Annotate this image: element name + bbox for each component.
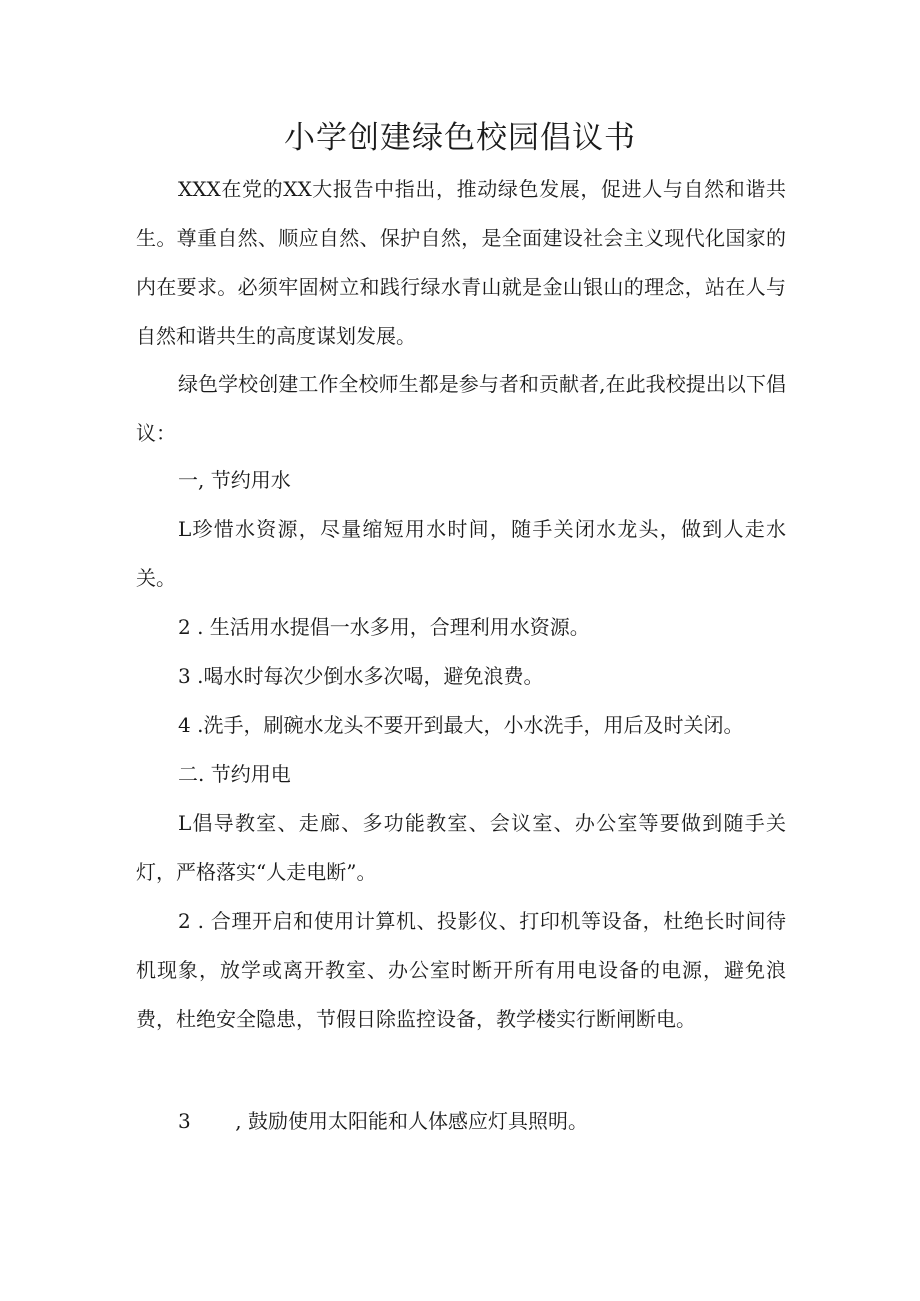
water-item-2: 2 . 生活用水提倡一水多用，合理利用水资源。: [178, 615, 590, 639]
paragraph-intro: XXX在党的XX大报告中指出，推动绿色发展，促进人与自然和谐共生。尊重自然、顺应自然、保护自然，是全面建设社会主义现代化国家的内在要求。必须牢固树立和践行绿水青山就是金山银山的理念，站在人与自然和谐共生的高度谋划发展。: [136, 177, 786, 348]
paragraph-proposal: 绿色学校创建工作全校师生都是参与者和贡献者,在此我校提出以下倡议：: [136, 372, 786, 445]
electricity-item-2: 2 . 合理开启和使用计算机、投影仪、打印机等设备，杜绝长时间待机现象，放学或离开教室、办公室时断开所有用电设备的电源，避免浪费，杜绝安全隐患，节假日除监控设备，教学楼实行断闸断电。: [136, 909, 786, 1031]
water-item-4: 4 .洗手，刷碗水龙头不要开到最大，小水洗手，用后及时关闭。: [178, 713, 744, 737]
water-item-3: 3 .喝水时每次少倒水多次喝，避免浪费。: [178, 664, 544, 688]
water-item-1: L珍惜水资源，尽量缩短用水时间，随手关闭水龙头，做到人走水关。: [136, 517, 786, 590]
section-heading-electricity: 二. 节约用电: [178, 762, 291, 786]
document-title: 小学创建绿色校园倡议书: [284, 120, 636, 156]
section-heading-water: 一, 节约用水: [178, 468, 291, 492]
electricity-item-1: L倡导教室、走廊、多功能教室、会议室、办公室等要做到随手关灯，严格落实“人走电断”。: [136, 811, 786, 884]
electricity-item-3: 3 , 鼓励使用太阳能和人体感应灯具照明。: [178, 1109, 588, 1133]
